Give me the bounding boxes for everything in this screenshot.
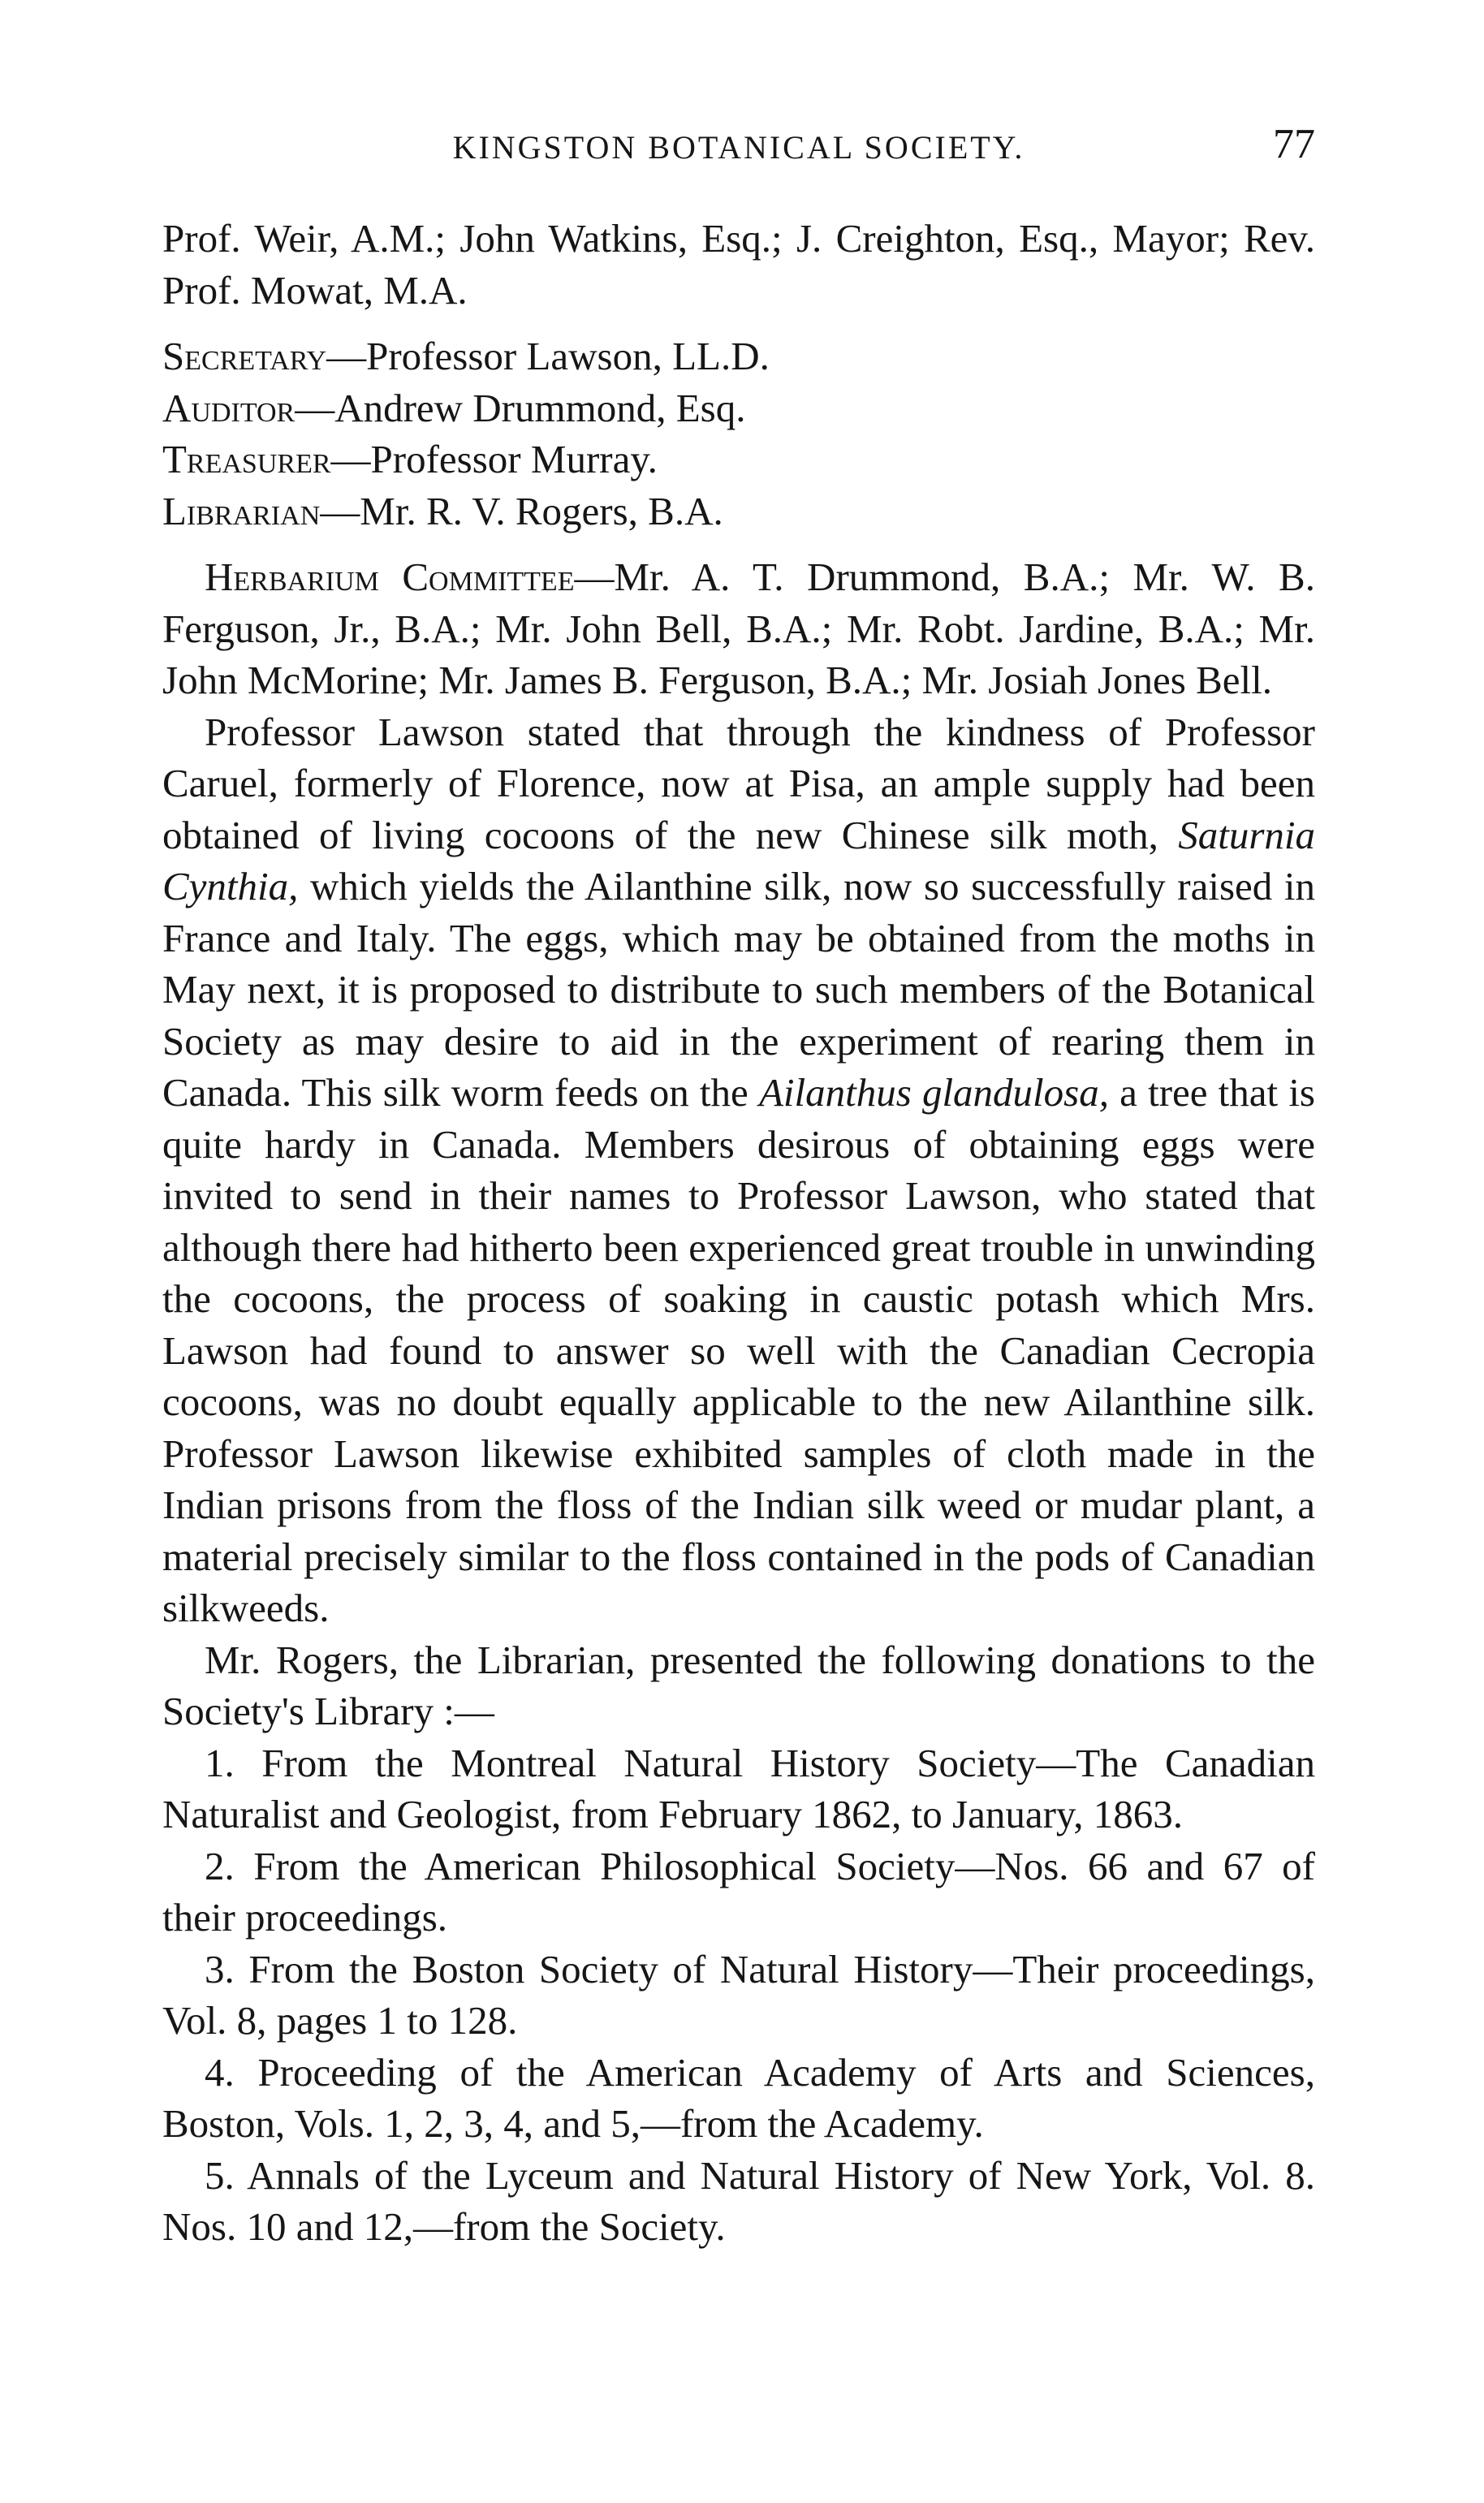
paragraph-text: a tree that is quite hardy in Canada. Members desirous of obtaining eggs were invited to send in their names to Professor Lawson, who stated that although there had hitherto been experienced great trouble in unwinding the cocoons, the process of soaking in caustic potash which Mrs. Lawson had found to answer so well with the Canadian Cecropia cocoons, was no doubt equally applicable to the new Ailanthine silk. Professor Lawson likewise exhibited samples of cloth made in the Indian prisons from the floss of the Indian silk weed or mudar plant, a material precisely similar to the floss contained in the pods of Canadian silkweeds.	[162, 1070, 1315, 1630]
donation-item: 2. From the American Philosophical Society—Nos. 66 and 67 of their proceedings.	[162, 1843, 1315, 1940]
donation-item: 1. From the Montreal Natural History Society—The Canadian Naturalist and Geologist, from February 1862, to January, 1863.	[162, 1740, 1315, 1836]
page-header	[162, 120, 1315, 185]
herbarium-committee	[162, 551, 1315, 706]
officer-name: —Andrew Drummond, Esq.	[295, 385, 746, 430]
officer-title: Treasurer	[162, 437, 331, 481]
officer-auditor	[162, 382, 1315, 434]
officer-title: Secretary	[162, 334, 327, 378]
donation-item: 5. Annals of the Lyceum and Natural History of New York, Vol. 8. Nos. 10 and 12,—from the Society.	[162, 2152, 1315, 2249]
lawson-paragraph	[162, 706, 1315, 1634]
officer-name: —Professor Murray.	[330, 437, 658, 481]
officers-continuation: Prof. Weir, A.M.; John Watkins, Esq.; J. Creighton, Esq., Mayor; Rev. Prof. Mowat, M.A.	[162, 216, 1315, 313]
donation-item: 4. Proceeding of the American Academy of Arts and Sciences, Boston, Vols. 1, 2, 3, 4, and 5,—from the Academy.	[162, 2049, 1315, 2146]
paragraph-text: Professor Lawson stated that through the kindness of Professor Caruel, formerly of Florence, now at Pisa, an ample supply had been obtained of living cocoons of the new Chinese silk moth,	[162, 709, 1315, 857]
officer-name: —Mr. A. T. Drummond, B.A.; Mr. W. B. Ferguson, Jr., B.A.; Mr. John Bell, B.A.; Mr. Robt. Jardine, B.A.; Mr. John McMorine; Mr. James B. Ferguson, B.A.; Mr. Josiah Jones Bell.	[162, 555, 1315, 702]
officer-title: Librarian	[162, 488, 321, 533]
officer-name: —Professor Lawson, LL.D.	[326, 334, 770, 378]
officer-name: —Mr. R. V. Rogers, B.A.	[320, 488, 723, 533]
page-number: 77	[1273, 121, 1315, 167]
officer-title: Herbarium Committee	[205, 555, 575, 599]
officer-treasurer	[162, 434, 1315, 485]
rogers-paragraph: Mr. Rogers, the Librarian, presented the following donations to the Society's Library :—	[162, 1637, 1315, 1733]
species-name: Saturnia Cynthia,	[162, 812, 1315, 908]
officer-secretary	[162, 330, 1315, 382]
page-body	[162, 213, 1315, 2253]
officer-librarian	[162, 485, 1315, 537]
paragraph-text: which yields the Ailanthine silk, now so successfully raised in France and Italy. The eggs, which may be obtained from the moths in May next, it is proposed to distribute to such members of the Botanical Society as may desire to aid in the experiment of rearing them in Canada. This silk worm feeds on the	[162, 864, 1315, 1115]
species-name: Ailanthus glandulosa,	[758, 1070, 1109, 1115]
running-head: KINGSTON BOTANICAL SOCIETY.	[452, 129, 1025, 166]
officer-title: Auditor	[162, 385, 296, 430]
donation-item: 3. From the Boston Society of Natural History—Their proceedings, Vol. 8, pages 1 to 128.	[162, 1946, 1315, 2043]
